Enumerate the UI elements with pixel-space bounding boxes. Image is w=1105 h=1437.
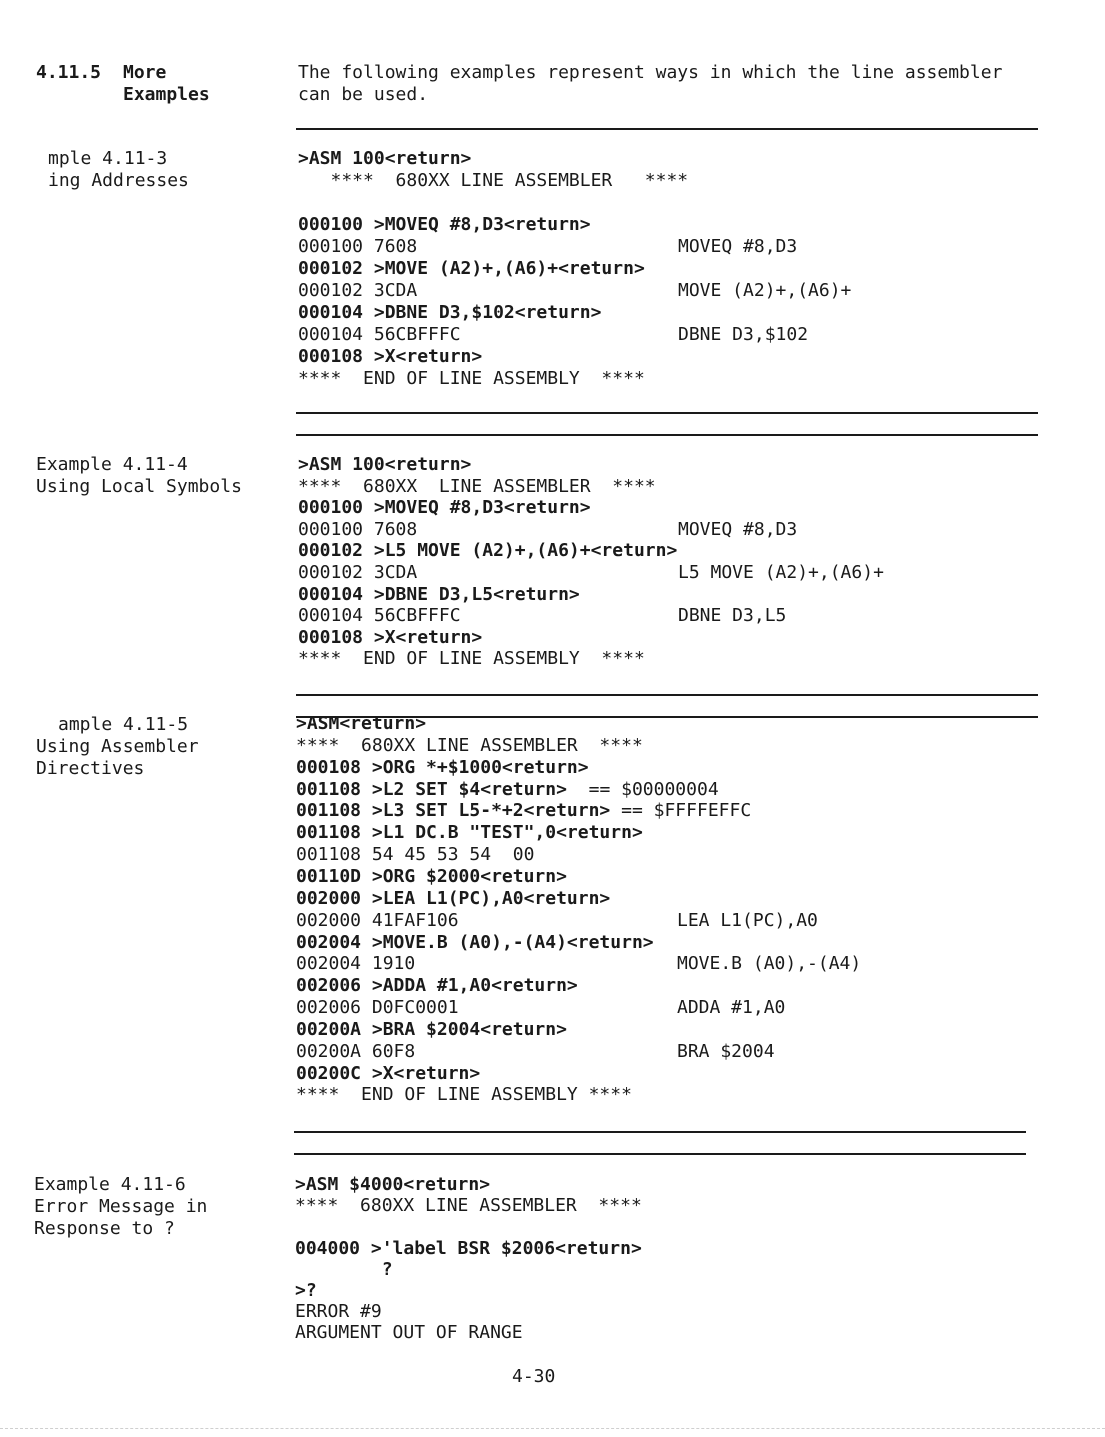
code-line: 002000 >LEA L1(PC),A0<return> — [296, 888, 611, 909]
disassembly-text: DBNE D3,$102 — [678, 324, 809, 345]
code-line: 004000 >'label BSR $2006<return> — [295, 1238, 642, 1259]
intro-text-line-2: can be used. — [298, 84, 429, 105]
divider — [294, 1153, 1026, 1155]
code-line: >ASM<return> — [296, 713, 427, 734]
disassembly-text: BRA $2004 — [677, 1041, 775, 1062]
code-line: 000100 >MOVEQ #8,D3<return> — [298, 497, 591, 518]
divider — [296, 434, 1038, 436]
code-line: 00200A >BRA $2004<return> — [296, 1019, 567, 1040]
code-line: **** 680XX LINE ASSEMBLER **** — [296, 735, 643, 756]
disassembly-text: DBNE D3,L5 — [678, 605, 787, 626]
code-line: 002006 D0FC0001 — [296, 997, 459, 1018]
code-line: >ASM 100<return> — [298, 148, 472, 169]
example-label: mple 4.11-3 — [48, 148, 168, 169]
page-number: 4-30 — [512, 1366, 556, 1387]
code-line: 000104 56CBFFFC — [298, 324, 461, 345]
code-line: 000100 >MOVEQ #8,D3<return> — [298, 214, 591, 235]
disassembly-text: MOVEQ #8,D3 — [678, 236, 798, 257]
code-line: 00110D >ORG $2000<return> — [296, 866, 567, 887]
code-line: **** 680XX LINE ASSEMBLER **** — [298, 476, 656, 497]
code-line: 000108 >X<return> — [298, 627, 483, 648]
code-line: 000100 7608 — [298, 519, 418, 540]
code-line: 00200A 60F8 — [296, 1041, 416, 1062]
code-line: 000102 3CDA — [298, 562, 418, 583]
code-line: 000100 7608 — [298, 236, 418, 257]
code-line: **** END OF LINE ASSEMBLY **** — [298, 368, 645, 389]
code-line: 000108 >X<return> — [298, 346, 483, 367]
code-line: ARGUMENT OUT OF RANGE — [295, 1322, 523, 1343]
intro-text-line-1: The following examples represent ways in which the line assembler — [298, 62, 1003, 83]
code-line: 002006 >ADDA #1,A0<return> — [296, 975, 578, 996]
code-line: 001108 >L2 SET $4<return> == $00000004 — [296, 779, 719, 800]
divider — [296, 694, 1038, 696]
disassembly-text: ADDA #1,A0 — [677, 997, 786, 1018]
example-label: Using Local Symbols — [36, 476, 242, 497]
code-line: 002004 >MOVE.B (A0),-(A4)<return> — [296, 932, 654, 953]
example-label: Response to ? — [34, 1218, 175, 1239]
code-line: **** END OF LINE ASSEMBLY **** — [298, 648, 645, 669]
code-line: >ASM 100<return> — [298, 454, 472, 475]
code-line: 000102 3CDA — [298, 280, 418, 301]
code-line: >? — [295, 1280, 317, 1301]
code-line: 001108 >L3 SET L5-*+2<return> == $FFFFEFFC — [296, 800, 752, 821]
example-label: ample 4.11-5 — [58, 714, 189, 735]
code-line: 000104 56CBFFFC — [298, 605, 461, 626]
example-label: Directives — [36, 758, 145, 779]
disassembly-text: LEA L1(PC),A0 — [677, 910, 818, 931]
disassembly-text: MOVE.B (A0),-(A4) — [677, 953, 862, 974]
code-line: 001108 >L1 DC.B "TEST",0<return> — [296, 822, 643, 843]
section-title-line-1: More — [123, 62, 167, 83]
code-line: >ASM $4000<return> — [295, 1174, 491, 1195]
divider — [294, 1131, 1026, 1133]
example-label: Example 4.11-4 — [36, 454, 188, 475]
scan-edge — [0, 1428, 1105, 1430]
divider — [296, 412, 1038, 414]
example-label: Example 4.11-6 — [34, 1174, 186, 1195]
code-line: **** 680XX LINE ASSEMBLER **** — [295, 1195, 642, 1216]
code-line: 00200C >X<return> — [296, 1063, 481, 1084]
code-line: 001108 54 45 53 54 00 — [296, 844, 535, 865]
code-line: 000102 >L5 MOVE (A2)+,(A6)+<return> — [298, 540, 678, 561]
code-line: 000104 >DBNE D3,$102<return> — [298, 302, 602, 323]
code-line: 000108 >ORG *+$1000<return> — [296, 757, 589, 778]
code-line: ERROR #9 — [295, 1301, 382, 1322]
code-line: 002000 41FAF106 — [296, 910, 459, 931]
code-line: 002004 1910 — [296, 953, 416, 974]
disassembly-text: L5 MOVE (A2)+,(A6)+ — [678, 562, 884, 583]
example-label: Using Assembler — [36, 736, 199, 757]
code-line: **** 680XX LINE ASSEMBLER **** — [298, 170, 689, 191]
example-label: ing Addresses — [48, 170, 189, 191]
code-line-result: == $FFFFEFFC — [610, 800, 752, 821]
code-line: 000102 >MOVE (A2)+,(A6)+<return> — [298, 258, 645, 279]
example-label: Error Message in — [34, 1196, 208, 1217]
section-number: 4.11.5 — [36, 62, 102, 83]
section-title-line-2: Examples — [123, 84, 210, 105]
code-line: 000104 >DBNE D3,L5<return> — [298, 584, 580, 605]
disassembly-text: MOVEQ #8,D3 — [678, 519, 798, 540]
code-line: **** END OF LINE ASSEMBLY **** — [296, 1084, 632, 1105]
code-line: ? — [295, 1259, 393, 1280]
code-line-result: == $00000004 — [566, 779, 719, 800]
divider — [296, 128, 1038, 130]
disassembly-text: MOVE (A2)+,(A6)+ — [678, 280, 852, 301]
